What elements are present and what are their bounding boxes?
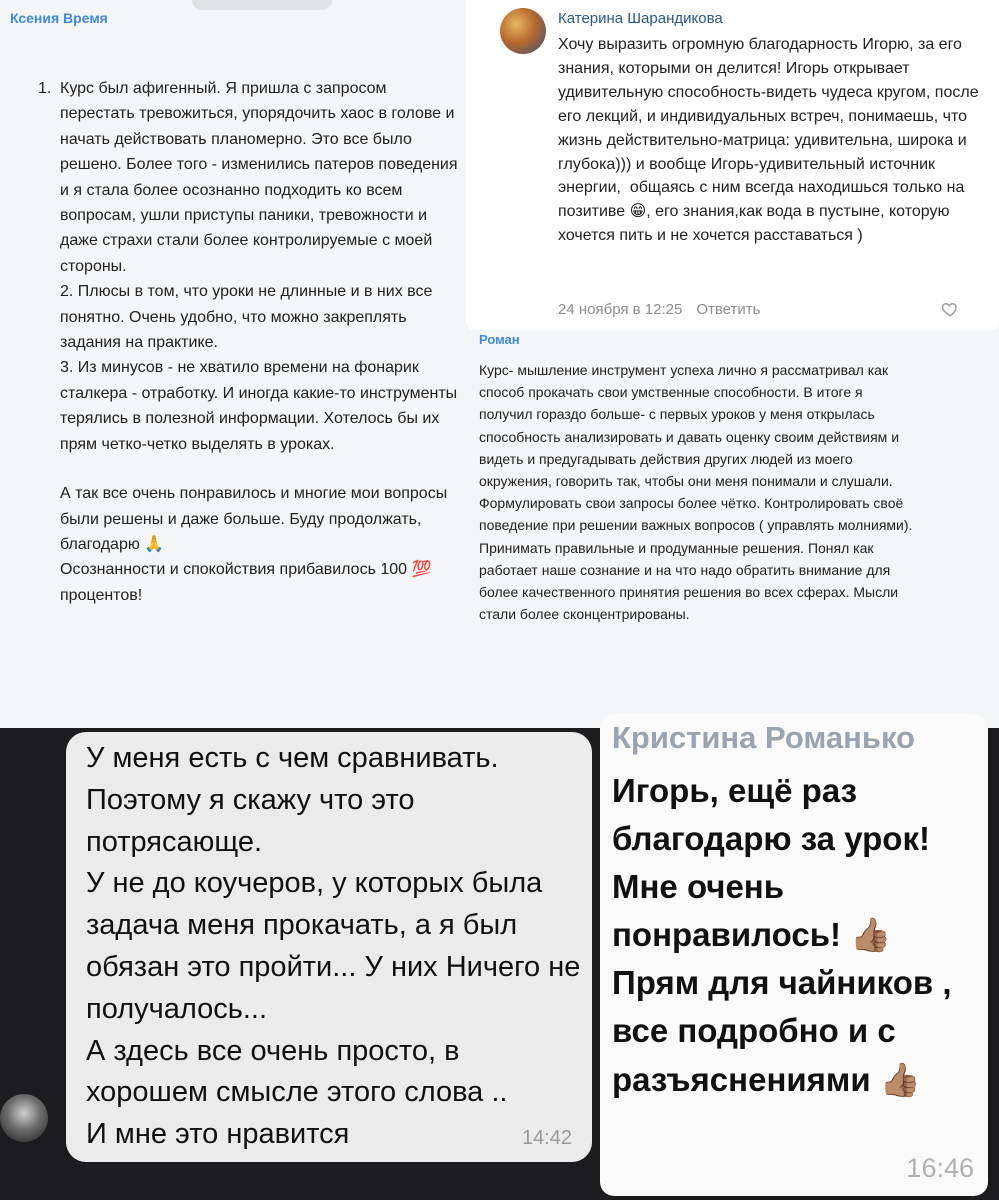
list-item [30, 76, 460, 279]
closing-text: А так все очень понравилось и многие мои вопросы были решены и даже больше. Буду продолжать, благодарю 🙏 Осознанности и спокойствия прибавилось 100 💯 процентов! [60, 485, 448, 604]
heart-icon[interactable] [941, 300, 959, 318]
author-name: Кристина Романько [612, 720, 915, 755]
avatar[interactable] [500, 8, 546, 54]
author-name[interactable]: Роман [479, 332, 520, 347]
review-text [30, 76, 460, 608]
list-item-text: Курс был афигенный. Я пришла с запросом перестать тревожиться, упорядочить хаос в голове и начать действовать планомерно. Это все было решено. Более того - изменились патеров поведения и я стала более осознанно подходить ко всем вопросам, ушли приступы паники, тревожности и даже страхи стали более контролируемые с моей стороны. [60, 80, 462, 275]
list-number: 1. [38, 80, 52, 97]
review-katerina [466, 0, 999, 330]
avatar[interactable] [0, 1094, 48, 1142]
author-name[interactable]: Катерина Шарандикова [558, 10, 723, 27]
message-bubble [600, 714, 988, 1196]
reply-button[interactable]: Ответить [696, 301, 761, 318]
message-time: 14:42 [521, 1127, 572, 1149]
message-time: 16:46 [906, 1153, 974, 1183]
comment-text: Хочу выразить огромную благодарность Игорю, за его знания, которыми он делится! Игорь открывает удивительную способность-видеть чудеса кругом, после его лекций, и индивидуальных встреч, понимаешь, что жизнь действительно-матрица: удивительна, широка и глубока))) и вообще Игорь-удивительный источник энергии, общаясь с ним всегда находишься только на позитиве 😁, его знания,как вода в пустыне, которую хочется пить и не хочется расставаться ) [558, 36, 984, 245]
list-item: 3. Из минусов - не хватило времени на фонарик сталкера - отработку. И иногда какие-то инструменты терялись в полезной информации. Хотелось бы их прям четко-четко выделять в уроках. [60, 359, 462, 453]
list-item: 2. Плюсы в том, что уроки не длинные и в них все понятно. Очень удобно, что можно закреплять задания на практике. [60, 283, 437, 352]
author-name[interactable]: Ксения Время [10, 10, 108, 26]
review-text: Курс- мышление инструмент успеха лично я рассматривал как способ прокачать свои умственные способности. В итоге я получил гораздо больше- с первых уроков у меня открылась способность анализировать и давать оценку своим действиям и видеть и предугадывать действия других людей из моего окружения, говорить так, чтобы они меня понимали и слушали. Формулировать свои запросы более чётко. Контролировать своё поведение при решении важных вопросов ( управлять молниями). Принимать правильные и продуманные решения. Понял как работает наше сознание и на что надо обратить внимание для более качественного принятия решения во всех сферах. Мысли стали более сконцентрированы. [479, 362, 917, 623]
message-bubble [66, 732, 592, 1162]
date-pill [192, 0, 332, 10]
message-text: Игорь, ещё раз благодарю за урок! Мне очень понравилось! 👍🏽 Прям для чайников , все подробно и с разъяснениями 👍🏽 [612, 772, 952, 1098]
comment-meta [558, 301, 760, 318]
review-roman [476, 330, 976, 728]
comment-date[interactable]: 24 ноября в 12:25 [558, 301, 683, 318]
review-ksenia [0, 0, 470, 728]
message-text: У меня есть с чем сравнивать. Поэтому я скажу что это потрясающе. У не до коучеров, у которых была задача меня прокачать, а я был обязан это пройти... У них Ничего не получалось... А здесь все очень просто, в хорошем смысле этого слова .. И мне это нравится [86, 742, 581, 1151]
